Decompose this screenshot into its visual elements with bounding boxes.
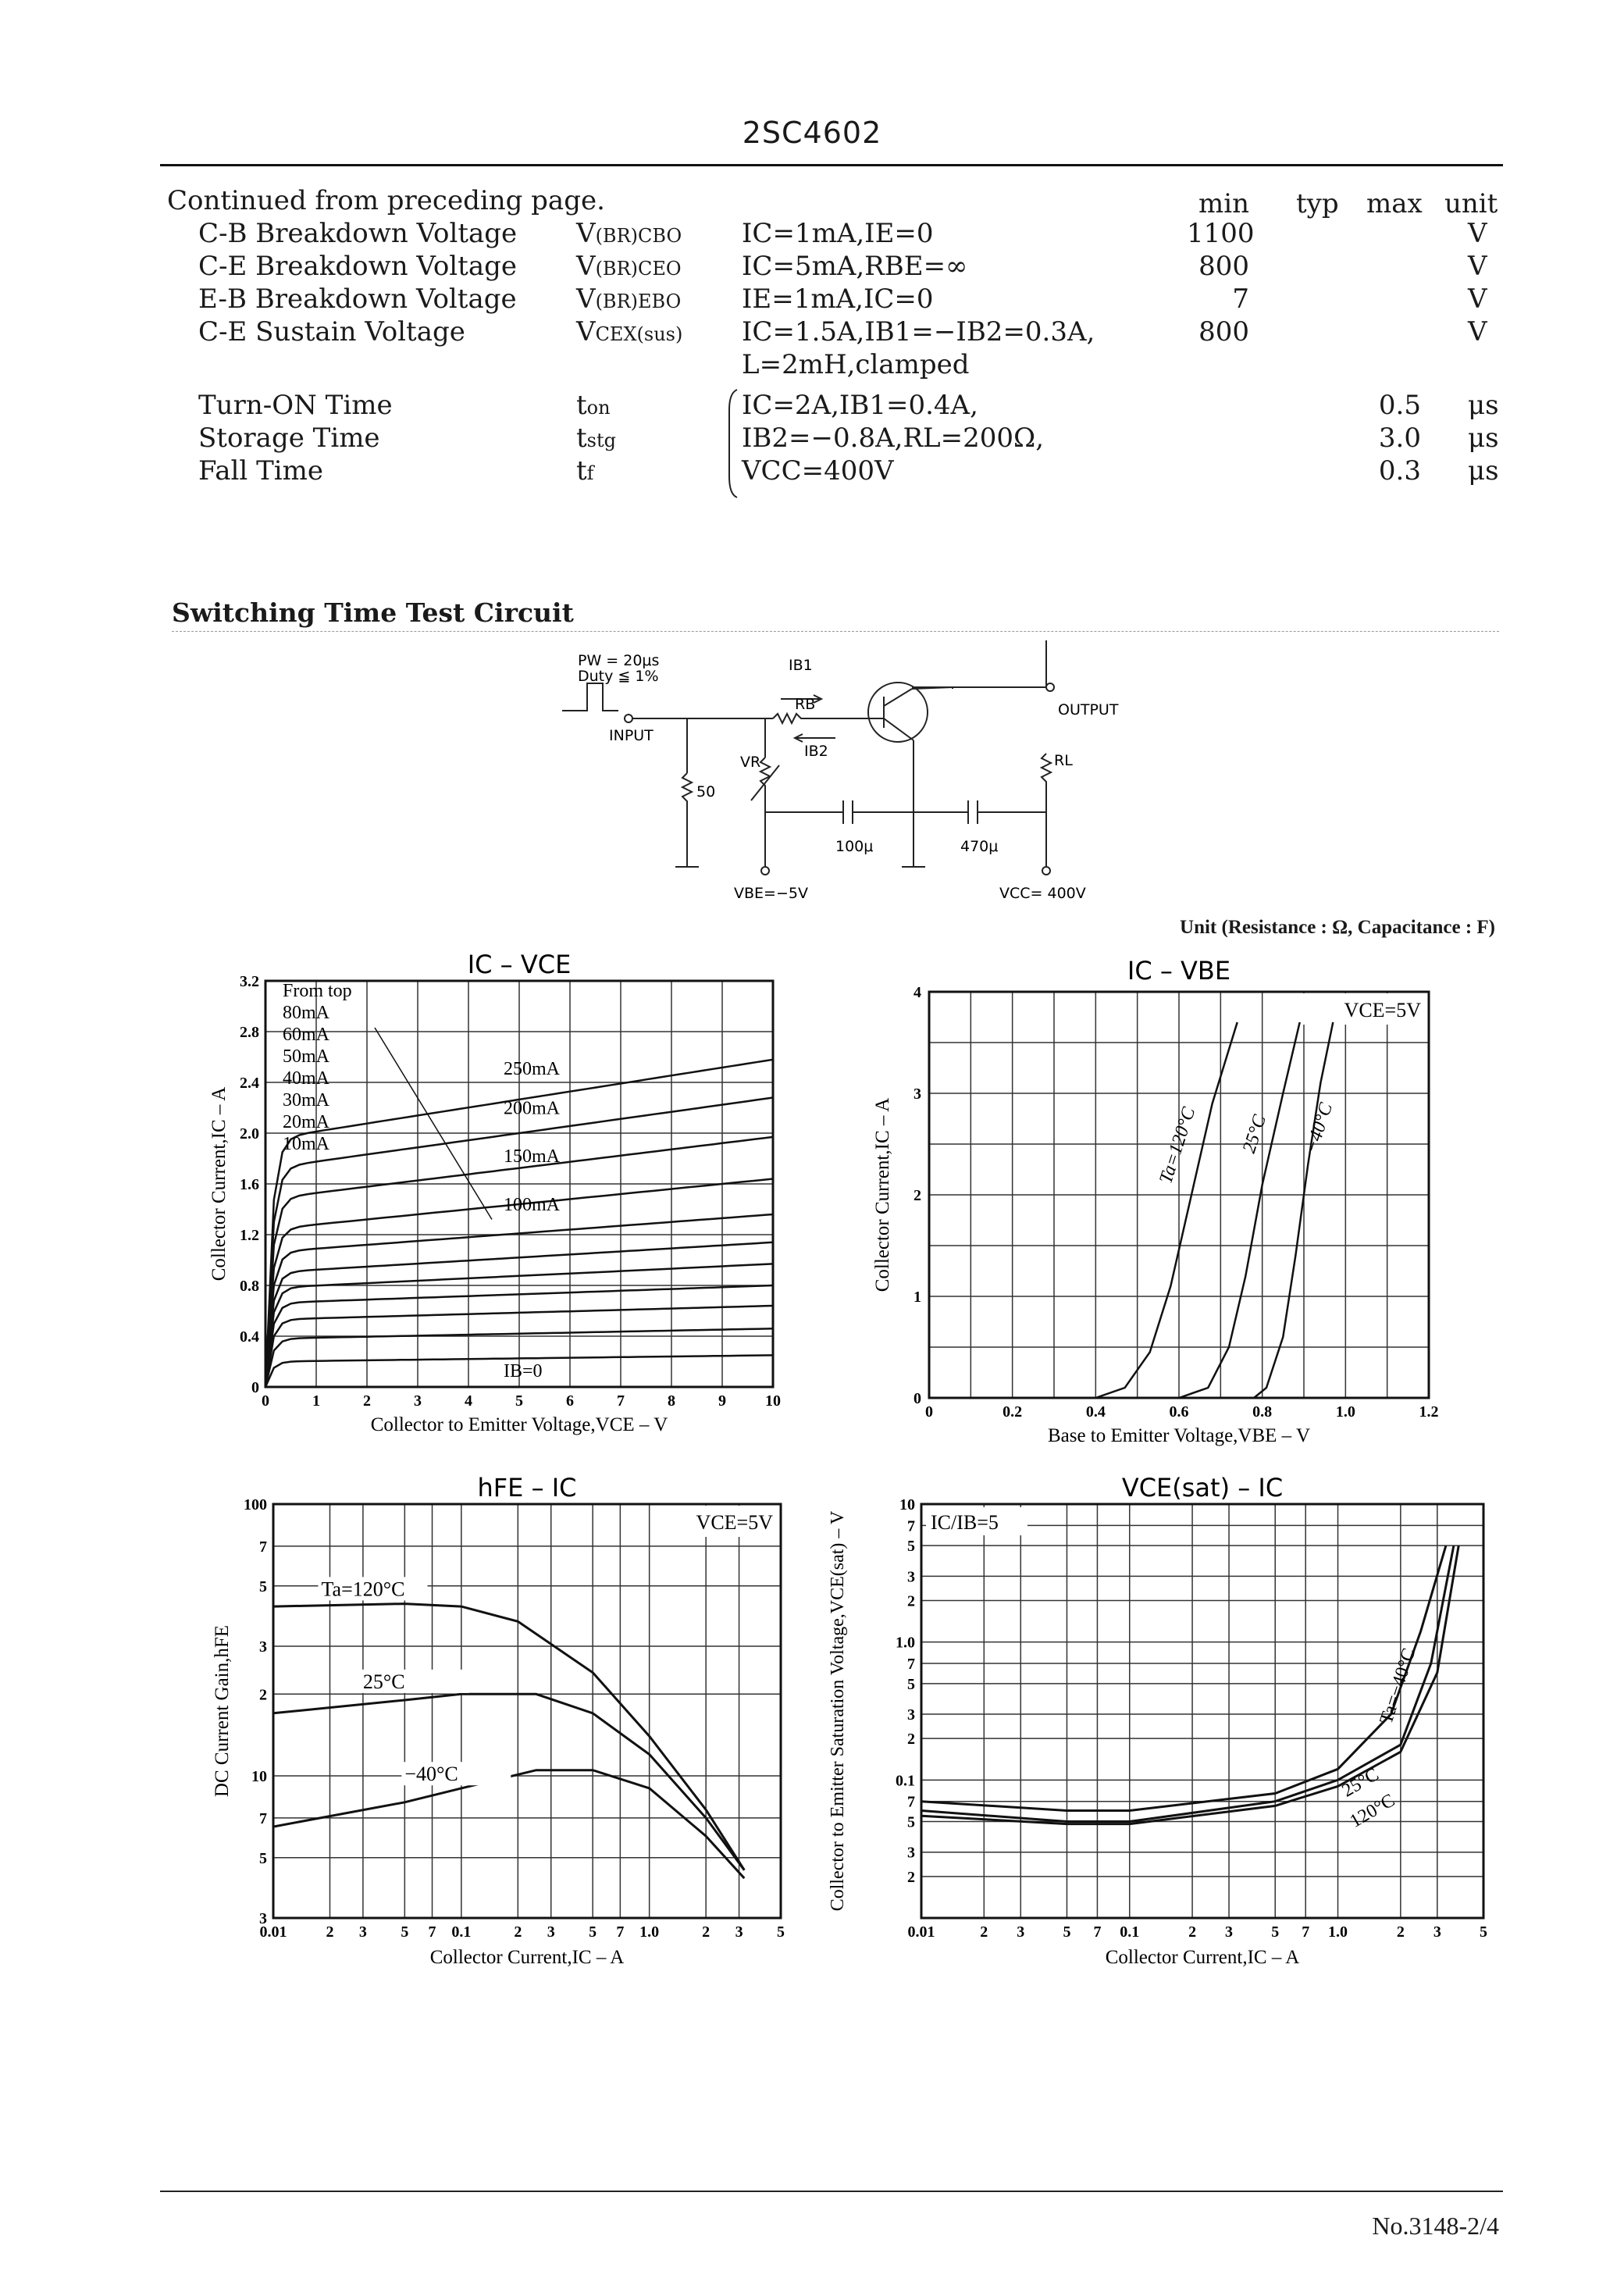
spec-condition: VCC=400V <box>742 455 894 487</box>
legend-entry: From top <box>283 981 352 1001</box>
series-label: Ta=120°C <box>321 1577 405 1601</box>
spec-name: Turn-ON Time <box>198 390 393 421</box>
spec-name: E-B Breakdown Voltage <box>198 283 517 315</box>
condition-bracket <box>726 387 742 500</box>
ib2-label: IB2 <box>804 743 828 760</box>
x-tick-label: 2 <box>363 1392 371 1410</box>
x-tick-label: 1 <box>312 1392 320 1410</box>
duty-label: Duty ≦ 1% <box>578 668 659 685</box>
x-tick-label: 3 <box>1017 1923 1025 1941</box>
series-label: Ta=−40°C <box>1376 1645 1420 1727</box>
legend-entry: 50mA <box>283 1046 329 1067</box>
part-number: 2SC4602 <box>742 116 882 150</box>
condition-label: VCE=5V <box>696 1511 773 1534</box>
x-tick-label: 5 <box>589 1923 597 1941</box>
curve-annotation: 100mA <box>504 1194 560 1215</box>
series-label: −40°C <box>1301 1100 1337 1156</box>
series-line <box>273 1604 744 1870</box>
x-tick-label: 3 <box>414 1392 422 1410</box>
spec-symbol: tstg <box>576 422 616 454</box>
legend-entry: 10mA <box>283 1134 329 1154</box>
x-tick-label: 2 <box>326 1923 334 1941</box>
spec-name: Storage Time <box>198 422 380 454</box>
x-tick-label: 3 <box>735 1923 743 1941</box>
x-tick-label: 0 <box>925 1403 933 1421</box>
x-tick-label: 5 <box>1271 1923 1280 1941</box>
y-tick-label: 100 <box>244 1496 267 1513</box>
y-tick-label: 2.8 <box>240 1024 259 1041</box>
x-tick-label: 1.0 <box>639 1923 660 1941</box>
spec-condition: IB2=−0.8A,RL=200Ω, <box>742 422 1045 454</box>
spec-min: 800 <box>1198 251 1249 282</box>
x-tick-label: 2 <box>1188 1923 1197 1941</box>
spec-max: 0.3 <box>1378 455 1421 487</box>
curve-annotation: 150mA <box>504 1146 560 1167</box>
x-tick-label: 0.6 <box>1169 1403 1189 1421</box>
spec-symbol: VCEX(sus) <box>576 316 683 348</box>
spec-unit: V <box>1468 251 1487 282</box>
vcc-label: VCC= 400V <box>999 885 1086 902</box>
chart-title: VCE(sat) – IC <box>1121 1473 1284 1503</box>
circuit-title: Switching Time Test Circuit <box>172 597 574 628</box>
series-label: 25°C <box>362 1670 405 1693</box>
x-tick-label: 5 <box>401 1923 409 1941</box>
spec-name: C-B Breakdown Voltage <box>198 218 518 249</box>
y-axis-label: Collector to Emitter Saturation Voltage,VCE(sat) – V <box>828 1510 848 1912</box>
switching-circuit <box>547 640 1140 906</box>
y-tick-label: 7 <box>907 1793 915 1811</box>
y-tick-label: 1.0 <box>896 1634 915 1652</box>
spec-min: 800 <box>1198 316 1249 348</box>
curve-annotation: 200mA <box>504 1098 560 1119</box>
ib1-label: IB1 <box>789 657 813 674</box>
spec-condition: IC=1.5A,IB1=−IB2=0.3A, <box>742 316 1095 348</box>
spec-symbol: V(BR)EBO <box>576 283 682 315</box>
y-tick-label: 10 <box>899 1496 915 1513</box>
spec-symbol-sub: f <box>586 462 594 484</box>
curve-annotation: 250mA <box>504 1058 560 1079</box>
y-tick-label: 4 <box>914 984 921 1001</box>
x-tick-label: 4 <box>465 1392 472 1410</box>
x-tick-label: 10 <box>765 1392 781 1410</box>
x-tick-label: 3 <box>547 1923 555 1941</box>
spec-min: 7 <box>1232 283 1249 315</box>
series-label: −40°C <box>404 1763 458 1786</box>
y-tick-label: 7 <box>259 1809 267 1827</box>
x-tick-label: 3 <box>358 1923 367 1941</box>
spec-name: C-E Breakdown Voltage <box>198 251 517 282</box>
spec-symbol: ton <box>576 390 611 421</box>
x-tick-label: 9 <box>718 1392 726 1410</box>
x-tick-label: 7 <box>617 1392 625 1410</box>
spec-name: C-E Sustain Voltage <box>198 316 465 348</box>
plot-frame <box>273 1504 781 1918</box>
spec-symbol-sub: on <box>586 397 611 419</box>
output-label: OUTPUT <box>1058 701 1119 718</box>
x-axis-label: Collector to Emitter Voltage,VCE – V <box>370 1414 668 1435</box>
x-tick-label: 3 <box>1433 1923 1441 1941</box>
chart-hfe-ic <box>211 1473 804 1984</box>
x-tick-label: 5 <box>1063 1923 1071 1941</box>
x-tick-label: 7 <box>1302 1923 1310 1941</box>
x-tick-label: 8 <box>668 1392 675 1410</box>
unit-note: Unit (Resistance : Ω, Capacitance : F) <box>1180 917 1495 938</box>
spec-unit: μs <box>1468 455 1499 487</box>
legend-entry: 40mA <box>283 1068 329 1089</box>
legend-entry: 80mA <box>283 1003 329 1023</box>
y-tick-label: 3 <box>907 1706 915 1724</box>
y-tick-label: 5 <box>259 1849 267 1867</box>
page-number: No.3148-2/4 <box>1372 2212 1499 2240</box>
rb-label: RB <box>795 696 816 713</box>
spec-symbol-sub: CEX(sus) <box>595 323 683 345</box>
spec-condition-2: L=2mH,clamped <box>742 349 970 380</box>
y-tick-label: 5 <box>907 1675 915 1693</box>
spec-unit: V <box>1468 283 1487 315</box>
y-tick-label: 0.8 <box>240 1278 259 1295</box>
x-tick-label: 5 <box>515 1392 523 1410</box>
spec-unit: μs <box>1468 390 1499 421</box>
y-axis-label: Collector Current,IC – A <box>872 1097 893 1292</box>
header-typ: typ <box>1296 188 1339 219</box>
leader-line <box>375 1028 492 1220</box>
x-tick-label: 0.1 <box>451 1923 472 1941</box>
y-tick-label: 0 <box>251 1379 259 1396</box>
c470-label: 470μ <box>960 838 999 855</box>
circuit-title-rule <box>172 631 1499 632</box>
chart-title: IC – VCE <box>467 950 572 979</box>
footer-rule <box>160 2191 1503 2192</box>
vr-label: VR <box>740 754 761 771</box>
rl-label: RL <box>1054 752 1073 769</box>
x-tick-label: 3 <box>1225 1923 1234 1941</box>
continued-note: Continued from preceding page. <box>167 185 605 216</box>
x-axis-label: Base to Emitter Voltage,VBE – V <box>1047 1425 1311 1446</box>
x-tick-label: 0.2 <box>1003 1403 1023 1421</box>
y-tick-label: 2.4 <box>240 1075 259 1092</box>
legend-entry: 30mA <box>283 1090 329 1110</box>
x-tick-label: 7 <box>616 1923 625 1941</box>
spec-min: 1100 <box>1187 218 1255 249</box>
x-tick-label: 1.0 <box>1335 1403 1355 1421</box>
y-tick-label: 1 <box>914 1289 921 1306</box>
series-label: 25°C <box>1238 1112 1271 1156</box>
series-label: 120°C <box>1346 1790 1399 1832</box>
x-tick-label: 2 <box>702 1923 710 1941</box>
x-tick-label: 2 <box>980 1923 988 1941</box>
spec-symbol: V(BR)CBO <box>576 218 682 249</box>
series-line <box>1095 1022 1237 1398</box>
y-axis-label: DC Current Gain,hFE <box>212 1624 233 1798</box>
spec-unit: V <box>1468 316 1487 348</box>
spec-condition: IC=5mA,RBE=∞ <box>742 251 968 282</box>
y-tick-label: 7 <box>259 1538 267 1556</box>
spec-max: 3.0 <box>1378 422 1421 454</box>
y-tick-label: 2 <box>914 1187 921 1204</box>
spec-symbol-sub: (BR)CEO <box>595 258 682 280</box>
y-tick-label: 5 <box>907 1813 915 1831</box>
spec-symbol-sub: (BR)CBO <box>595 225 682 247</box>
y-tick-label: 0 <box>914 1390 921 1407</box>
x-tick-label: 7 <box>1093 1923 1102 1941</box>
spec-symbol-sub: stg <box>586 430 616 451</box>
y-tick-label: 1.6 <box>240 1176 259 1193</box>
condition-label: VCE=5V <box>1344 999 1421 1021</box>
ib0-annotation: IB=0 <box>504 1361 543 1381</box>
x-tick-label: 5 <box>1480 1923 1487 1941</box>
x-tick-label: 0.01 <box>259 1923 287 1941</box>
y-tick-label: 5 <box>259 1577 267 1595</box>
chart-title: hFE – IC <box>477 1473 577 1503</box>
series-line <box>1254 1022 1333 1398</box>
legend-entry: 60mA <box>283 1025 329 1045</box>
x-tick-label: 0.4 <box>1085 1403 1106 1421</box>
y-tick-label: 0.4 <box>240 1328 259 1346</box>
chart-ic-vbe <box>874 953 1483 1453</box>
x-tick-label: 0.01 <box>907 1923 935 1941</box>
y-tick-label: 7 <box>907 1517 915 1535</box>
condition-label: IC/IB=5 <box>931 1511 999 1534</box>
header-max: max <box>1366 188 1423 219</box>
spec-symbol: tf <box>576 455 594 487</box>
x-axis-label: Collector Current,IC – A <box>429 1947 625 1968</box>
series-label: 25°C <box>1338 1764 1383 1802</box>
y-tick-label: 3 <box>907 1844 915 1862</box>
series-line <box>273 1770 744 1878</box>
y-axis-label: Collector Current,IC – A <box>208 1086 230 1282</box>
spec-max: 0.5 <box>1378 390 1421 421</box>
y-tick-label: 0.1 <box>896 1772 915 1790</box>
x-tick-label: 0.1 <box>1120 1923 1140 1941</box>
y-tick-label: 3 <box>914 1086 921 1103</box>
x-tick-label: 1.0 <box>1328 1923 1348 1941</box>
x-tick-label: 6 <box>566 1392 574 1410</box>
pw-label: PW = 20μs <box>578 652 660 669</box>
spec-unit: V <box>1468 218 1487 249</box>
spec-symbol: V(BR)CEO <box>576 251 682 282</box>
y-tick-label: 2 <box>259 1686 267 1704</box>
spec-name: Fall Time <box>198 455 324 487</box>
y-tick-label: 7 <box>907 1656 915 1674</box>
chart-title: IC – VBE <box>1127 956 1231 986</box>
y-tick-label: 2 <box>907 1592 915 1610</box>
y-tick-label: 3 <box>907 1568 915 1586</box>
header-rule <box>160 164 1503 166</box>
y-tick-label: 5 <box>907 1538 915 1556</box>
vbe-label: VBE=−5V <box>734 885 808 902</box>
x-tick-label: 1.2 <box>1419 1403 1439 1421</box>
y-tick-label: 3.2 <box>240 973 259 990</box>
chart-ic-vce <box>208 950 804 1453</box>
spec-unit: μs <box>1468 422 1499 454</box>
x-tick-label: 7 <box>428 1923 436 1941</box>
y-tick-label: 3 <box>259 1910 267 1927</box>
chart-vcesat-ic <box>828 1473 1487 1984</box>
series-label: Ta=120°C <box>1156 1104 1200 1186</box>
y-tick-label: 10 <box>251 1768 267 1786</box>
x-axis-label: Collector Current,IC – A <box>1105 1947 1300 1968</box>
y-tick-label: 3 <box>259 1638 267 1656</box>
spec-symbol-sub: (BR)EBO <box>595 291 682 312</box>
y-tick-label: 1.2 <box>240 1227 259 1244</box>
y-tick-label: 2.0 <box>240 1125 259 1143</box>
x-tick-label: 5 <box>777 1923 785 1941</box>
spec-condition: IE=1mA,IC=0 <box>742 283 934 315</box>
x-tick-label: 0.8 <box>1252 1403 1273 1421</box>
y-tick-label: 2 <box>907 1868 915 1886</box>
c100-label: 100μ <box>835 838 874 855</box>
spec-condition: IC=1mA,IE=0 <box>742 218 934 249</box>
legend-entry: 20mA <box>283 1112 329 1132</box>
x-tick-label: 2 <box>514 1923 522 1941</box>
x-tick-label: 0 <box>262 1392 269 1410</box>
y-tick-label: 2 <box>907 1731 915 1749</box>
x-tick-label: 2 <box>1396 1923 1405 1941</box>
spec-condition: IC=2A,IB1=0.4A, <box>742 390 978 421</box>
header-min: min <box>1198 188 1250 219</box>
input-label: INPUT <box>609 727 654 744</box>
r50-label: 50 <box>696 783 716 800</box>
header-unit: unit <box>1444 188 1498 219</box>
